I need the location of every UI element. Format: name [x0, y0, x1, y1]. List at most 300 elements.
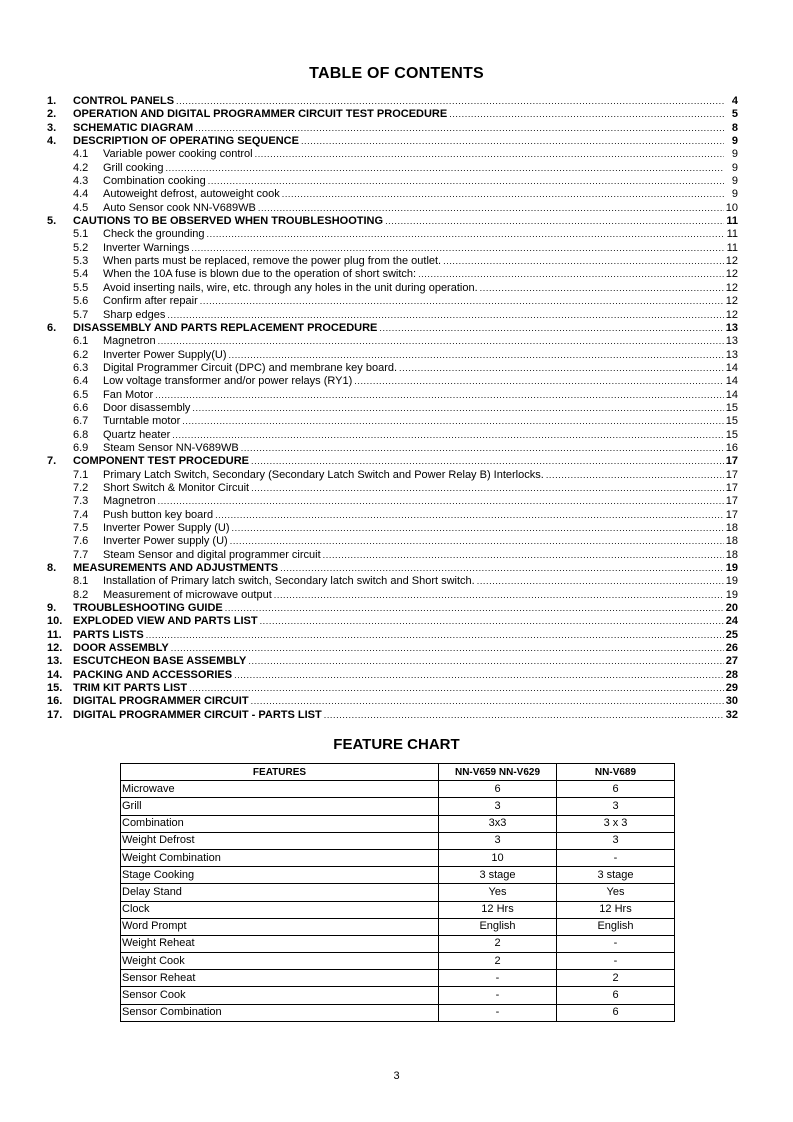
- feature-name-cell: Microwave: [121, 781, 439, 798]
- toc-dot-leader: [251, 695, 724, 708]
- toc-entry-title: CONTROL PANELS: [73, 95, 175, 107]
- header-nn-v689: NN-V689: [557, 764, 675, 781]
- toc-entry-number: 4.1: [73, 148, 89, 161]
- toc-entry-page: 14: [725, 361, 738, 374]
- toc-dot-leader: [418, 268, 724, 281]
- toc-entry-page: 17: [725, 468, 738, 481]
- nn-v689-value-cell: 2: [557, 970, 675, 987]
- feature-row: [121, 1004, 675, 1021]
- toc-dot-leader: [399, 362, 724, 375]
- toc-entry-page: 13: [725, 335, 738, 348]
- toc-dot-leader: [258, 202, 724, 215]
- header-features: FEATURES: [121, 764, 439, 781]
- toc-dot-leader: [282, 188, 724, 201]
- toc-entry-page: 15: [725, 415, 738, 428]
- feature-name-cell: Combination: [121, 815, 439, 832]
- toc-section-entry[interactable]: [47, 562, 738, 575]
- toc-subsection-entry[interactable]: [47, 362, 738, 375]
- toc-entry-page: 9: [731, 161, 738, 174]
- toc-entry-title: Inverter Power Supply(U): [103, 348, 227, 361]
- toc-entry-page: 11: [726, 228, 738, 241]
- toc-dot-leader: [182, 415, 724, 428]
- toc-entry-number: 5.7: [73, 308, 89, 321]
- toc-entry-page: 9: [731, 148, 738, 161]
- nn-v659-v629-value-cell: 12 Hrs: [439, 901, 557, 918]
- toc-entry-number: 6.1: [73, 335, 89, 348]
- toc-section-entry[interactable]: [47, 682, 738, 695]
- feature-name-cell: Delay Stand: [121, 884, 439, 901]
- toc-entry-page: 9: [731, 135, 738, 148]
- toc-dot-leader: [241, 442, 724, 455]
- toc-entry-title: TROUBLESHOOTING GUIDE: [73, 602, 223, 615]
- toc-entry-number: 16.: [47, 695, 63, 708]
- toc-entry-title: When parts must be replaced, remove the power plug from the outlet.: [103, 255, 442, 268]
- toc-entry-number: 7.7: [73, 548, 89, 561]
- toc-entry-number: 7.5: [73, 522, 89, 534]
- toc-section-entry[interactable]: [47, 455, 738, 468]
- toc-dot-leader: [229, 349, 724, 362]
- toc-dot-leader: [208, 175, 724, 188]
- feature-row: [121, 953, 675, 970]
- nn-v659-v629-value-cell: -: [439, 1004, 557, 1021]
- toc-entry-title: Steam Sensor NN-V689WB: [103, 441, 239, 454]
- toc-entry-title: SCHEMATIC DIAGRAM: [73, 121, 194, 134]
- toc-entry-number: 11.: [47, 628, 62, 641]
- toc-entry-title: Avoid inserting nails, wire, etc. through any holes in the unit during operation.: [103, 281, 478, 294]
- toc-entry-page: 19: [725, 575, 738, 588]
- toc-entry-number: 2.: [47, 108, 57, 121]
- toc-entry-number: 7.: [47, 455, 57, 468]
- toc-entry-page: 18: [725, 522, 738, 534]
- nn-v659-v629-value-cell: 2: [439, 935, 557, 952]
- nn-v689-value-cell: Yes: [557, 884, 675, 901]
- toc-entry-page: 11: [726, 241, 738, 254]
- toc-dot-leader: [301, 135, 724, 148]
- nn-v659-v629-value-cell: -: [439, 970, 557, 987]
- toc-section-entry[interactable]: [47, 695, 738, 708]
- toc-subsection-entry[interactable]: [47, 228, 738, 241]
- toc-dot-leader: [443, 255, 724, 268]
- toc-subsection-entry[interactable]: [47, 442, 738, 455]
- toc-entry-page: 24: [725, 615, 738, 628]
- toc-entry-number: 5.6: [73, 295, 89, 308]
- feature-name-cell: Sensor Reheat: [121, 970, 439, 987]
- feature-name-cell: Weight Reheat: [121, 935, 439, 952]
- toc-entry-title: OPERATION AND DIGITAL PROGRAMMER CIRCUIT TEST PROCEDURE: [73, 108, 448, 121]
- toc-subsection-entry[interactable]: [47, 268, 738, 281]
- toc-entry-title: COMPONENT TEST PROCEDURE: [73, 455, 250, 468]
- toc-subsection-entry[interactable]: [47, 522, 738, 535]
- toc-entry-number: 7.1: [73, 468, 89, 481]
- nn-v659-v629-value-cell: 3: [439, 798, 557, 815]
- toc-entry-number: 17.: [47, 708, 63, 721]
- toc-entry-title: Magnetron: [103, 335, 156, 348]
- toc-entry-title: Sharp edges: [103, 308, 166, 321]
- toc-entry-page: 15: [725, 428, 738, 441]
- toc-dot-leader: [354, 375, 724, 388]
- toc-entry-title: Door disassembly: [103, 401, 191, 414]
- toc-entry-number: 7.2: [73, 481, 89, 494]
- toc-entry-title: DESCRIPTION OF OPERATING SEQUENCE: [73, 135, 299, 148]
- nn-v689-value-cell: 3: [557, 832, 675, 849]
- toc-section-entry[interactable]: [47, 615, 738, 628]
- toc-dot-leader: [480, 282, 724, 295]
- toc-entry-number: 13.: [47, 655, 63, 668]
- toc-dot-leader: [449, 108, 724, 121]
- toc-subsection-entry[interactable]: [47, 415, 738, 428]
- toc-section-entry[interactable]: [47, 122, 738, 135]
- toc-dot-leader: [158, 495, 724, 508]
- toc-subsection-entry[interactable]: [47, 535, 738, 548]
- toc-entry-number: 6.5: [73, 388, 89, 401]
- toc-entry-page: 12: [725, 268, 738, 281]
- toc-entry-number: 8.2: [73, 588, 89, 601]
- toc-entry-title: Variable power cooking control: [103, 148, 253, 161]
- toc-entry-page: 4: [731, 95, 738, 107]
- toc-entry-page: 25: [725, 628, 738, 641]
- toc-section-entry[interactable]: [47, 655, 738, 668]
- toc-entry-title: Push button key board: [103, 508, 214, 521]
- feature-row: [121, 918, 675, 935]
- toc-section-entry[interactable]: [47, 95, 738, 108]
- toc-section-entry[interactable]: [47, 669, 738, 682]
- feature-name-cell: Clock: [121, 901, 439, 918]
- toc-entry-number: 6.4: [73, 375, 89, 388]
- toc-entry-page: 19: [725, 562, 738, 575]
- toc-dot-leader: [189, 682, 724, 695]
- toc-entry-page: 17: [725, 481, 738, 494]
- toc-dot-leader: [146, 629, 724, 642]
- nn-v659-v629-value-cell: 6: [439, 781, 557, 798]
- toc-entry-page: 9: [731, 175, 738, 188]
- toc-section-entry[interactable]: [47, 322, 738, 335]
- nn-v689-value-cell: 3 stage: [557, 867, 675, 884]
- toc-entry-title: DISASSEMBLY AND PARTS REPLACEMENT PROCEDURE: [73, 321, 378, 334]
- toc-entry-title: DIGITAL PROGRAMMER CIRCUIT - PARTS LIST: [73, 708, 322, 721]
- toc-subsection-entry[interactable]: [47, 309, 738, 322]
- toc-entry-title: DIGITAL PROGRAMMER CIRCUIT: [73, 695, 249, 708]
- toc-entry-number: 4.: [47, 135, 57, 148]
- toc-subsection-entry[interactable]: [47, 549, 738, 562]
- toc-entry-page: 13: [725, 321, 738, 334]
- toc-dot-leader: [225, 602, 724, 615]
- toc-subsection-entry[interactable]: [47, 402, 738, 415]
- toc-subsection-entry[interactable]: [47, 255, 738, 268]
- toc-entry-title: CAUTIONS TO BE OBSERVED WHEN TROUBLESHOOTING: [73, 215, 384, 228]
- toc-subsection-entry[interactable]: [47, 188, 738, 201]
- toc-dot-leader: [158, 335, 724, 348]
- toc-subsection-entry[interactable]: [47, 509, 738, 522]
- feature-name-cell: Grill: [121, 798, 439, 815]
- feature-row: [121, 970, 675, 987]
- toc-entry-title: MEASUREMENTS AND ADJUSTMENTS: [73, 562, 279, 575]
- toc-entry-number: 4.5: [73, 201, 89, 214]
- toc-entry-page: 9: [731, 188, 738, 201]
- toc-subsection-entry[interactable]: [47, 575, 738, 588]
- feature-row: [121, 867, 675, 884]
- toc-entry-title: Measurement of microwave output: [103, 588, 272, 601]
- toc-dot-leader: [176, 95, 724, 108]
- header-nn-v659-nn-v629: NN-V659 NN-V629: [439, 764, 557, 781]
- toc-dot-leader: [477, 575, 724, 588]
- toc-entry-number: 4.2: [73, 161, 89, 174]
- toc-title: TABLE OF CONTENTS: [309, 65, 484, 82]
- toc-entry-page: 17: [725, 508, 738, 521]
- toc-subsection-entry[interactable]: [47, 335, 738, 348]
- toc-section-entry[interactable]: [47, 709, 738, 722]
- toc-entry-title: Steam Sensor and digital programmer circuit: [103, 548, 321, 561]
- toc-entry-page: 12: [725, 255, 738, 268]
- table-of-contents: [47, 95, 738, 722]
- toc-entry-page: 32: [725, 708, 738, 721]
- toc-subsection-entry[interactable]: [47, 282, 738, 295]
- toc-entry-number: 6.: [47, 321, 57, 334]
- nn-v689-value-cell: -: [557, 935, 675, 952]
- feature-row: [121, 832, 675, 849]
- nn-v659-v629-value-cell: 10: [439, 849, 557, 866]
- toc-subsection-entry[interactable]: [47, 495, 738, 508]
- toc-entry-title: Quartz heater: [103, 428, 171, 441]
- toc-entry-title: Inverter Power Supply (U): [103, 522, 230, 534]
- toc-entry-number: 5.2: [73, 241, 89, 254]
- toc-dot-leader: [191, 242, 724, 255]
- toc-entry-page: 18: [725, 548, 738, 561]
- toc-dot-leader: [166, 162, 724, 175]
- nn-v659-v629-value-cell: 3: [439, 832, 557, 849]
- toc-subsection-entry[interactable]: [47, 202, 738, 215]
- toc-entry-page: 28: [725, 668, 738, 681]
- feature-row: [121, 798, 675, 815]
- feature-row: [121, 901, 675, 918]
- toc-subsection-entry[interactable]: [47, 242, 738, 255]
- toc-dot-leader: [192, 402, 723, 415]
- toc-entry-number: 5.5: [73, 281, 89, 294]
- nn-v659-v629-value-cell: -: [439, 987, 557, 1004]
- toc-entry-title: Digital Programmer Circuit (DPC) and membrane key board.: [103, 361, 398, 374]
- toc-entry-number: 12.: [47, 642, 63, 655]
- toc-entry-page: 13: [725, 348, 738, 361]
- toc-entry-page: 12: [725, 308, 738, 321]
- toc-dot-leader: [385, 215, 724, 228]
- feature-name-cell: Weight Combination: [121, 849, 439, 866]
- toc-subsection-entry[interactable]: [47, 175, 738, 188]
- toc-entry-number: 6.2: [73, 348, 89, 361]
- nn-v689-value-cell: 12 Hrs: [557, 901, 675, 918]
- toc-entry-number: 8.1: [73, 575, 89, 588]
- toc-entry-page: 14: [725, 375, 738, 388]
- toc-section-entry[interactable]: [47, 629, 738, 642]
- feature-row: [121, 815, 675, 832]
- toc-entry-page: 16: [725, 441, 738, 454]
- toc-entry-page: 26: [725, 642, 738, 655]
- nn-v659-v629-value-cell: 3 stage: [439, 867, 557, 884]
- toc-dot-leader: [324, 709, 724, 722]
- feature-name-cell: Sensor Combination: [121, 1004, 439, 1021]
- toc-entry-number: 8.: [47, 562, 57, 575]
- toc-entry-title: When the 10A fuse is blown due to the operation of short switch:: [103, 268, 417, 281]
- feature-row: [121, 849, 675, 866]
- toc-dot-leader: [251, 455, 724, 468]
- toc-entry-page: 30: [725, 695, 738, 708]
- toc-dot-leader: [167, 309, 723, 322]
- toc-entry-number: 6.9: [73, 441, 89, 454]
- toc-entry-number: 4.4: [73, 188, 89, 201]
- toc-entry-title: Inverter Warnings: [103, 241, 190, 254]
- toc-entry-title: EXPLODED VIEW AND PARTS LIST: [73, 615, 258, 628]
- nn-v659-v629-value-cell: 2: [439, 953, 557, 970]
- page-number: 3: [393, 1070, 400, 1082]
- nn-v689-value-cell: -: [557, 953, 675, 970]
- toc-dot-leader: [207, 228, 724, 241]
- toc-dot-leader: [251, 482, 724, 495]
- toc-entry-page: 19: [725, 588, 738, 601]
- toc-entry-page: 11: [726, 215, 738, 228]
- toc-section-entry[interactable]: [47, 642, 738, 655]
- toc-entry-title: Short Switch & Monitor Circuit: [103, 481, 250, 494]
- toc-section-entry[interactable]: [47, 602, 738, 615]
- toc-entry-page: 27: [725, 655, 738, 668]
- feature-chart-table: [120, 763, 675, 1022]
- toc-dot-leader: [255, 148, 724, 161]
- feature-row: [121, 935, 675, 952]
- feature-name-cell: Word Prompt: [121, 918, 439, 935]
- toc-entry-number: 10.: [47, 615, 63, 628]
- toc-subsection-entry[interactable]: [47, 349, 738, 362]
- toc-entry-title: Fan Motor: [103, 388, 154, 401]
- toc-subsection-entry[interactable]: [47, 589, 738, 602]
- toc-dot-leader: [323, 549, 724, 562]
- nn-v659-v629-value-cell: Yes: [439, 884, 557, 901]
- toc-dot-leader: [230, 535, 724, 548]
- feature-chart-title: FEATURE CHART: [333, 736, 460, 753]
- nn-v689-value-cell: 6: [557, 987, 675, 1004]
- toc-entry-title: Primary Latch Switch, Secondary (Secondary Latch Switch and Power Relay B) Interlocks.: [103, 468, 544, 481]
- toc-section-entry[interactable]: [47, 135, 738, 148]
- toc-entry-number: 14.: [47, 668, 63, 681]
- toc-entry-page: 15: [725, 401, 738, 414]
- nn-v659-v629-value-cell: 3x3: [439, 815, 557, 832]
- feature-row: [121, 781, 675, 798]
- toc-entry-title: ESCUTCHEON BASE ASSEMBLY: [73, 655, 247, 668]
- toc-entry-number: 5.1: [73, 228, 89, 241]
- toc-subsection-entry[interactable]: [47, 469, 738, 482]
- toc-dot-leader: [200, 295, 724, 308]
- toc-subsection-entry[interactable]: [47, 148, 738, 161]
- toc-entry-page: 17: [725, 455, 738, 468]
- nn-v689-value-cell: -: [557, 849, 675, 866]
- feature-name-cell: Sensor Cook: [121, 987, 439, 1004]
- toc-dot-leader: [215, 509, 724, 522]
- toc-entry-number: 7.3: [73, 495, 89, 508]
- feature-row: [121, 987, 675, 1004]
- toc-entry-number: 5.3: [73, 255, 89, 268]
- toc-dot-leader: [171, 642, 724, 655]
- toc-entry-number: 6.8: [73, 428, 89, 441]
- toc-dot-leader: [232, 522, 724, 535]
- feature-name-cell: Weight Defrost: [121, 832, 439, 849]
- toc-entry-title: Auto Sensor cook NN-V689WB: [103, 201, 256, 214]
- toc-entry-page: 5: [731, 108, 738, 121]
- toc-subsection-entry[interactable]: [47, 482, 738, 495]
- toc-subsection-entry[interactable]: [47, 389, 738, 402]
- toc-entry-number: 6.3: [73, 361, 89, 374]
- toc-entry-page: 14: [725, 388, 738, 401]
- toc-entry-page: 8: [731, 121, 738, 134]
- toc-entry-page: 18: [725, 535, 738, 548]
- toc-entry-title: Low voltage transformer and/or power relays (RY1): [103, 375, 353, 388]
- toc-entry-number: 3.: [47, 121, 57, 134]
- toc-dot-leader: [280, 562, 724, 575]
- toc-entry-page: 12: [725, 295, 738, 308]
- toc-entry-number: 15.: [47, 682, 63, 695]
- toc-entry-title: DOOR ASSEMBLY: [73, 642, 169, 655]
- nn-v689-value-cell: 3: [557, 798, 675, 815]
- toc-dot-leader: [274, 589, 724, 602]
- nn-v689-value-cell: English: [557, 918, 675, 935]
- toc-entry-page: 10: [725, 201, 738, 214]
- toc-dot-leader: [172, 429, 723, 442]
- toc-entry-number: 5.4: [73, 268, 89, 281]
- feature-name-cell: Stage Cooking: [121, 867, 439, 884]
- toc-dot-leader: [260, 615, 724, 628]
- feature-row: [121, 884, 675, 901]
- toc-entry-page: 20: [725, 602, 738, 615]
- nn-v659-v629-value-cell: English: [439, 918, 557, 935]
- toc-entry-title: PARTS LISTS: [73, 628, 144, 641]
- toc-entry-title: TRIM KIT PARTS LIST: [73, 682, 188, 695]
- toc-dot-leader: [546, 469, 724, 482]
- toc-subsection-entry[interactable]: [47, 375, 738, 388]
- toc-entry-title: Autoweight defrost, autoweight cook: [103, 188, 280, 201]
- nn-v689-value-cell: 3 x 3: [557, 815, 675, 832]
- toc-entry-number: 7.4: [73, 508, 89, 521]
- toc-dot-leader: [248, 655, 723, 668]
- toc-entry-title: Grill cooking: [103, 161, 164, 174]
- toc-dot-leader: [379, 322, 723, 335]
- toc-entry-title: Check the grounding: [103, 228, 205, 241]
- toc-entry-title: Combination cooking: [103, 175, 206, 188]
- toc-entry-page: 17: [725, 495, 738, 508]
- nn-v689-value-cell: 6: [557, 781, 675, 798]
- toc-entry-title: Confirm after repair: [103, 295, 198, 308]
- toc-entry-title: PACKING AND ACCESSORIES: [73, 668, 233, 681]
- toc-entry-title: Installation of Primary latch switch, Secondary latch switch and Short switch.: [103, 575, 475, 588]
- feature-chart-header-row: [121, 764, 675, 781]
- toc-entry-title: Inverter Power supply (U): [103, 535, 228, 548]
- toc-entry-number: 1.: [47, 95, 57, 107]
- toc-dot-leader: [234, 669, 724, 682]
- toc-entry-title: Turntable motor: [103, 415, 181, 428]
- toc-entry-page: 29: [725, 682, 738, 695]
- toc-section-entry[interactable]: [47, 108, 738, 121]
- nn-v689-value-cell: 6: [557, 1004, 675, 1021]
- toc-subsection-entry[interactable]: [47, 162, 738, 175]
- toc-entry-number: 5.: [47, 215, 57, 228]
- toc-entry-number: 9.: [47, 602, 57, 615]
- toc-entry-number: 4.3: [73, 175, 89, 188]
- toc-entry-page: 12: [725, 281, 738, 294]
- toc-subsection-entry[interactable]: [47, 295, 738, 308]
- toc-entry-number: 7.6: [73, 535, 89, 548]
- toc-entry-number: 6.6: [73, 401, 89, 414]
- toc-subsection-entry[interactable]: [47, 429, 738, 442]
- toc-dot-leader: [195, 122, 724, 135]
- toc-dot-leader: [155, 389, 724, 402]
- feature-name-cell: Weight Cook: [121, 953, 439, 970]
- toc-entry-number: 6.7: [73, 415, 89, 428]
- toc-entry-title: Magnetron: [103, 495, 156, 508]
- toc-section-entry[interactable]: [47, 215, 738, 228]
